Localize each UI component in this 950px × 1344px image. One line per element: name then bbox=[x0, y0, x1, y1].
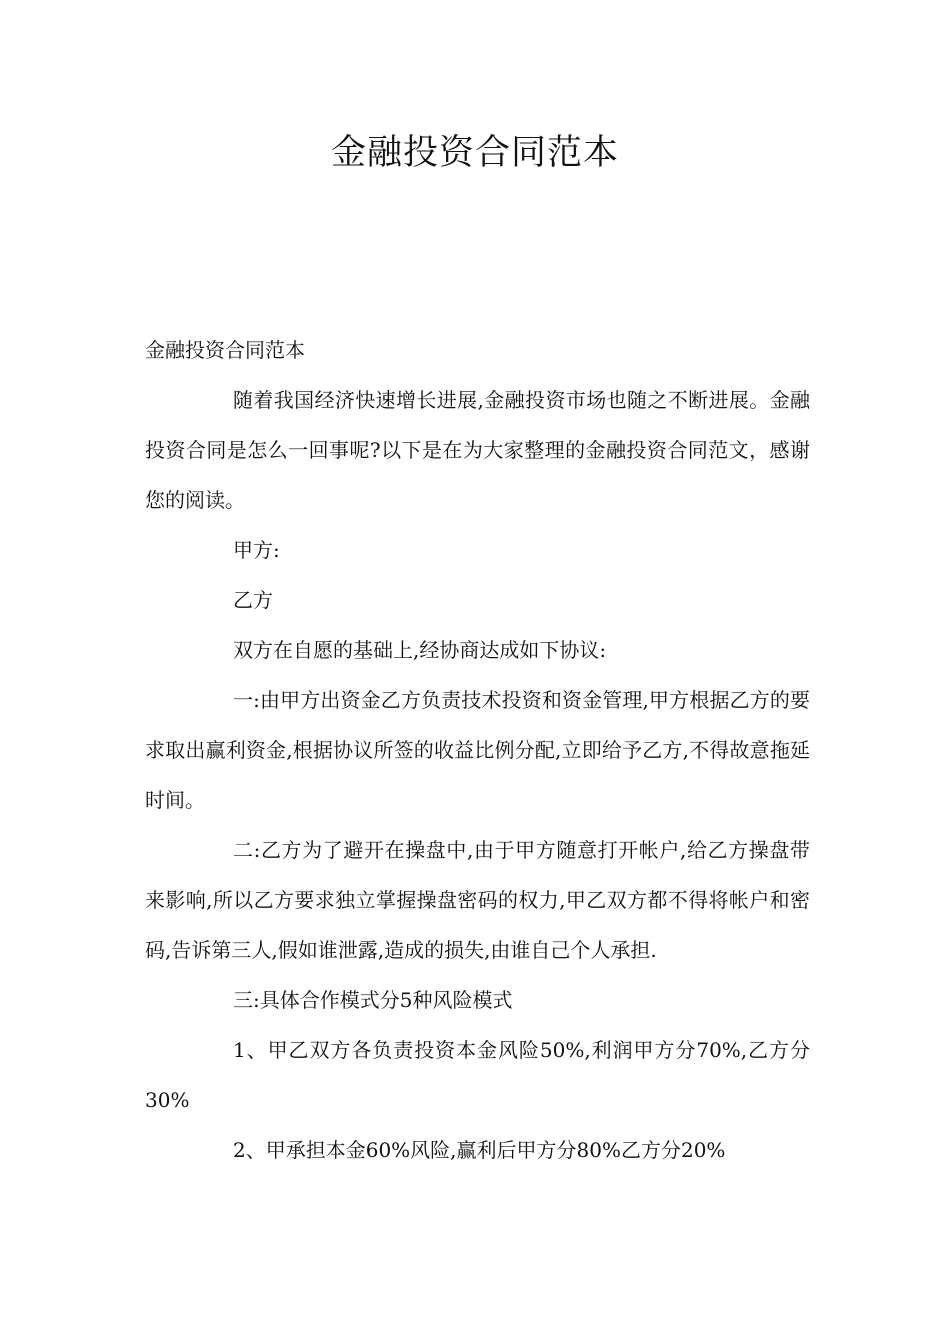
clause-two: 二:乙方为了避开在操盘中,由于甲方随意打开帐户,给乙方操盘带来影响,所以乙方要求独立掌握操盘密码的权力,甲乙双方都不得将帐户和密码,告诉第三人,假如谁泄露,造成的损失,由谁自己个人承担. bbox=[145, 838, 810, 962]
document-title: 金融投资合同范本 bbox=[330, 133, 619, 173]
paragraph-intro: 随着我国经济快速增长进展,金融投资市场也随之不断进展。金融投资合同是怎么一回事呢?以下是在为大家整理的金融投资合同范文，感谢您的阅读。 bbox=[145, 388, 810, 512]
document-body bbox=[145, 325, 810, 1175]
risk-mode-one: 1、甲乙双方各负责投资本金风险50%,利润甲方分70%,乙方分30% bbox=[145, 1038, 810, 1112]
party-b-line: 乙方 bbox=[233, 588, 273, 612]
paragraph-heading: 金融投资合同范本 bbox=[145, 338, 305, 362]
clause-three: 三:具体合作模式分5种风险模式 bbox=[233, 988, 513, 1012]
party-a-line: 甲方: bbox=[233, 538, 280, 562]
agreement-preamble: 双方在自愿的基础上,经协商达成如下协议: bbox=[233, 638, 607, 662]
clause-one: 一:由甲方出资金乙方负责技术投资和资金管理,甲方根据乙方的要求取出赢利资金,根据协议所签的收益比例分配,立即给予乙方,不得故意拖延时间。 bbox=[145, 688, 810, 812]
risk-mode-two: 2、甲承担本金60%风险,赢利后甲方分80%乙方分20% bbox=[233, 1138, 726, 1162]
